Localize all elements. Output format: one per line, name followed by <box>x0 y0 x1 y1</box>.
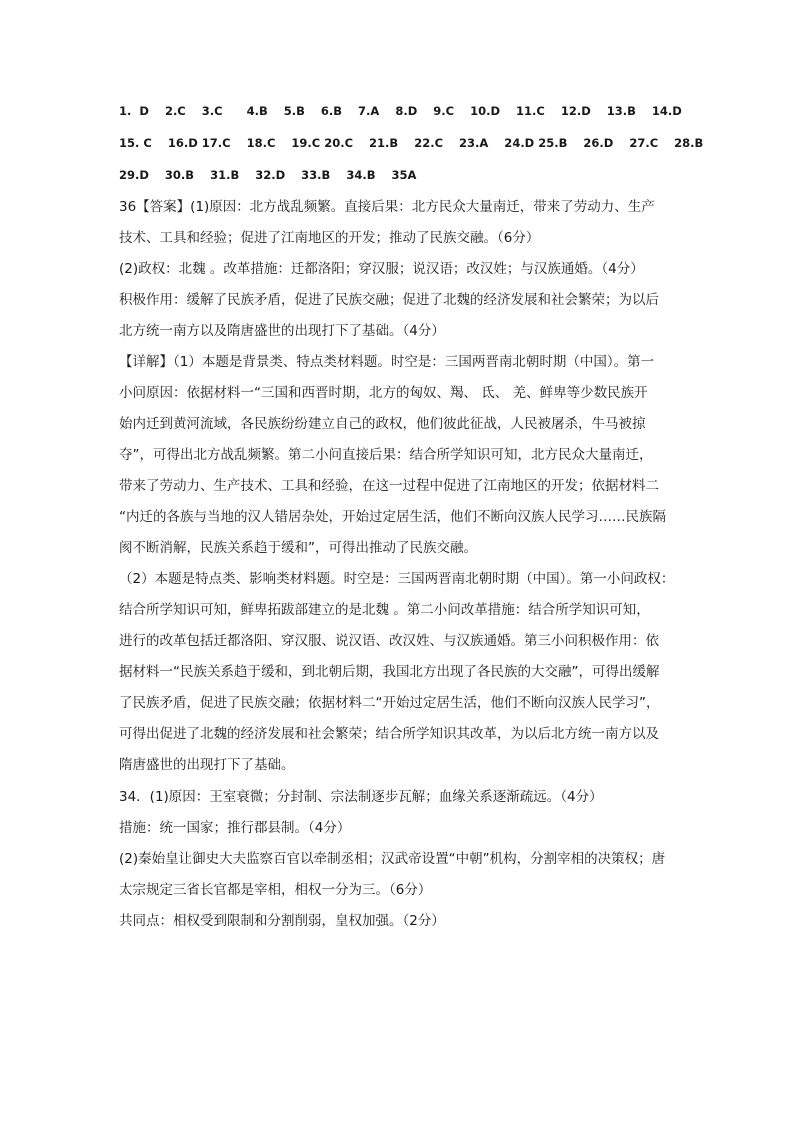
mc-answers-row-3: 29.D 30.B 31.B 32.D 33.B 34.B 35A <box>119 168 417 182</box>
q36-line-11: “内迁的各族与当地的汉人错居杂处，开始过定居生活，他们不断向汉族人民学习……民族隔 <box>119 509 666 525</box>
q36-line-13: （2）本题是特点类、影响类材料题。时空是：三国两晋南北朝时期（中国）。第一小问政权： <box>119 571 675 587</box>
mc-answers-row-2: 15. C 16.D 17.C 18.C 19.C 20.C 21.B 22.C 23.A 24.D 25.B 26.D 27.C 28.B <box>119 136 704 150</box>
q36-line-7: 小问原因：依据材料一“三国和西晋时期，北方的匈奴、羯、 氐、 羌、鲜卑等少数民族开 <box>119 385 648 401</box>
q36-line-17: 了民族矛盾，促进了民族交融；依据材料二“开始过定居生活，他们不断向汉族人民学习”， <box>119 695 660 711</box>
q36-line-3: (2)政权：北魏 。改革措施：迁都洛阳；穿汉服；说汉语；改汉姓；与汉族通婚。（4分） <box>119 261 644 277</box>
q36-line-14: 结合所学知识可知，鲜卑拓跋部建立的是北魏 。第二小问改革措施：结合所学知识可知， <box>119 602 650 618</box>
q36-line-16: 据材料一“民族关系趋于缓和，到北朝后期，我国北方出现了各民族的大交融”，可得出缓解 <box>119 664 660 680</box>
q36-line-1: 36【答案】(1)原因：北方战乱频繁。直接后果：北方民众大量南迁，带来了劳动力、生产 <box>119 199 655 215</box>
q36-line-9: 夺”，可得出北方战乱频繁。第二小问直接后果：结合所学知识可知，北方民众大量南迁， <box>119 447 653 463</box>
q34-line-3: (2)秦始皇让御史大夫监察百官以牵制丞相；汉武帝设置“中朝”机构，分割宰相的决策权；唐 <box>119 851 666 867</box>
q36-line-10: 带来了劳动力、生产技术、工具和经验，在这一过程中促进了江南地区的开发；依据材料二 <box>119 478 659 494</box>
q36-line-6: 【详解】（1）本题是背景类、特点类材料题。时空是：三国两晋南北朝时期（中国）。第一 <box>119 354 655 370</box>
q36-line-4: 积极作用：缓解了民族矛盾，促进了民族交融；促进了北魏的经济发展和社会繁荣；为以后 <box>119 292 659 308</box>
q36-line-15: 进行的改革包括迁都洛阳、穿汉服、说汉语、改汉姓、与汉族通婚。第三小问积极作用：依 <box>119 633 659 649</box>
q36-line-2: 技术、工具和经验；促进了江南地区的开发；推动了民族交融。（6分） <box>119 230 540 246</box>
q34-line-1: 34．(1)原因：王室衰微；分封制、宗法制逐步瓦解；血缘关系逐渐疏远。（4分） <box>119 789 603 805</box>
q36-line-12: 阂不断消解，民族关系趋于缓和”，可得出推动了民族交融。 <box>119 540 477 556</box>
q34-line-4: 太宗规定三省长官都是宰相，相权一分为三。（6分） <box>119 882 432 898</box>
q34-line-2: 措施：统一国家；推行郡县制。（4分） <box>119 820 351 836</box>
mc-answers-row-1: 1. D 2.C 3.C 4.B 5.B 6.B 7.A 8.D 9.C 10.D 11.C 12.D 13.B 14.D <box>119 104 682 118</box>
q36-line-5: 北方统一南方以及隋唐盛世的出现打下了基础。（4分） <box>119 323 445 339</box>
q36-line-8: 始内迁到黄河流域，各民族纷纷建立自己的政权，他们彼此征战，人民被屠杀，牛马被掠 <box>119 416 646 432</box>
q36-line-18: 可得出促进了北魏的经济发展和社会繁荣；结合所学知识其改革，为以后北方统一南方以及 <box>119 726 659 742</box>
question-34-answer <box>119 782 684 937</box>
q36-line-19: 隋唐盛世的出现打下了基础。 <box>119 757 295 773</box>
q34-line-5: 共同点：相权受到限制和分割削弱，皇权加强。（2分） <box>119 913 445 929</box>
question-36-answer <box>119 192 684 781</box>
